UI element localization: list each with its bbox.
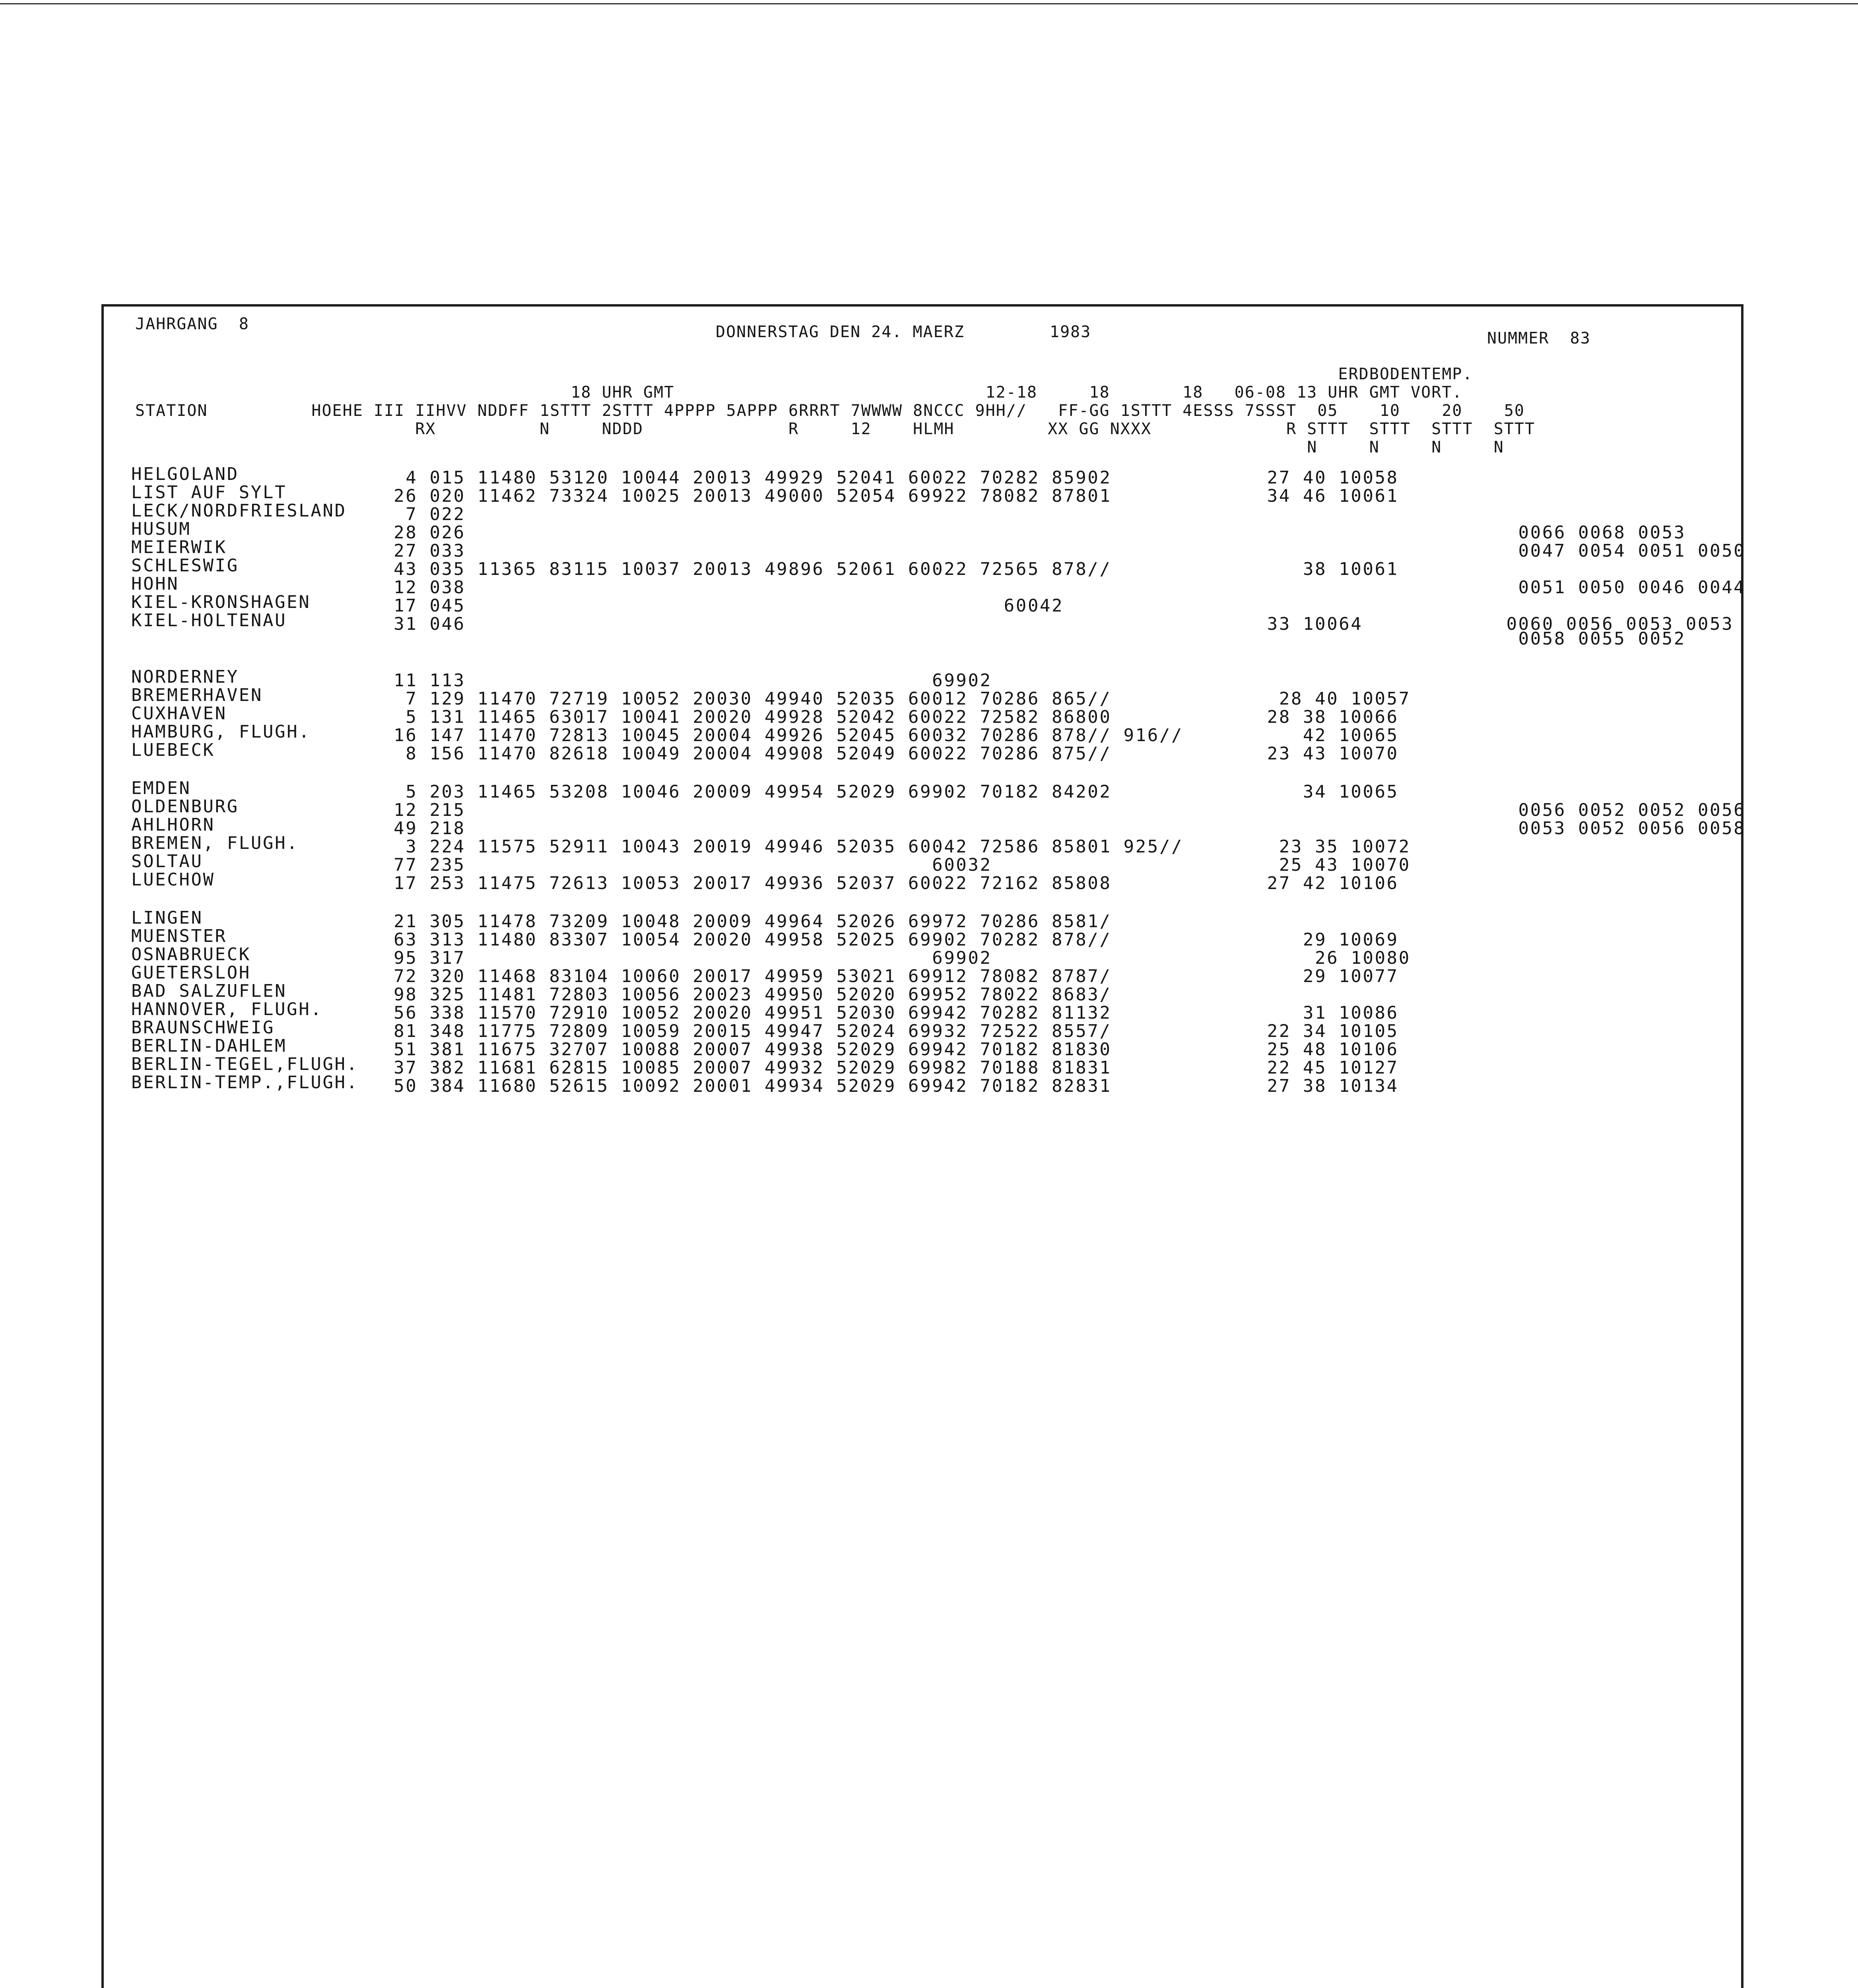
column-header-line-1: ERDBODENTEMP. — [135, 365, 1473, 383]
station-observation-values: 98 325 11481 72803 10056 20023 49950 52020 69952 78022 8683/ — [370, 984, 1112, 1005]
station-name: BERLIN-TEGEL,FLUGH. — [131, 1055, 359, 1074]
station-observation-values: 17 045 60042 — [370, 596, 1064, 616]
station-name: AHLHORN — [131, 816, 215, 834]
station-name: HAMBURG, FLUGH. — [131, 723, 311, 741]
jahrgang-label: JAHRGANG 8 — [135, 315, 249, 333]
station-name: HELGOLAND — [131, 465, 239, 483]
station-observation-values: 77 235 60032 25 43 10070 — [370, 855, 1411, 875]
station-name: LECK/NORDFRIESLAND — [131, 502, 347, 520]
station-name: BRAUNSCHWEIG — [131, 1019, 275, 1037]
station-name: CUXHAVEN — [131, 705, 227, 723]
station-name: BREMERHAVEN — [131, 686, 263, 705]
station-observation-values: 21 305 11478 73209 10048 20009 49964 52026 69972 70286 8581/ — [370, 911, 1112, 932]
table-row — [131, 630, 1686, 648]
station-observation-values: 63 313 11480 83307 10054 20020 49958 52025 69902 70282 878// 29 10069 — [370, 930, 1399, 950]
station-observation-values: 49 218 0053 0052 0056 0058 — [370, 818, 1746, 839]
station-name: BREMEN, FLUGH. — [131, 834, 299, 852]
top-rule — [0, 3, 1858, 4]
station-observation-values: 81 348 11775 72809 10059 20015 49947 52024 69932 72522 8557/ 22 34 10105 — [370, 1021, 1399, 1041]
station-name: HOHN — [131, 575, 179, 593]
station-observation-values: 17 253 11475 72613 10053 20017 49936 52037 60022 72162 85808 27 42 10106 — [370, 873, 1399, 893]
station-name: LUECHOW — [131, 871, 215, 889]
station-observation-values: 56 338 11570 72910 10052 20020 49951 52030 69942 70282 81132 31 10086 — [370, 1003, 1399, 1023]
station-name: MUENSTER — [131, 927, 227, 945]
station-observation-values: 12 038 0051 0050 0046 0044 — [370, 577, 1746, 598]
station-name: HUSUM — [131, 520, 191, 538]
station-name: SCHLESWIG — [131, 557, 239, 575]
station-observation-values: 7 129 11470 72719 10052 20030 49940 52035 60012 70286 865// 28 40 10057 — [370, 689, 1411, 709]
station-name: LUEBECK — [131, 741, 215, 759]
station-name: MEIERWIK — [131, 538, 227, 557]
station-name: HANNOVER, FLUGH. — [131, 1000, 323, 1019]
column-header-line-3: STATION HOEHE III IIHVV NDDFF 1STTT 2STTT 4PPPP 5APPP 6RRRT 7WWWW 8NCCC 9HH// FF-GG 1STTT 4ESSS 7SSST 05 10 20 50 — [135, 402, 1525, 420]
station-observation-values: 50 384 11680 52615 10092 20001 49934 52029 69942 70182 82831 27 38 10134 — [370, 1076, 1399, 1096]
station-observation-values: 26 020 11462 73324 10025 20013 49000 52054 69922 78082 87801 34 46 10061 — [370, 486, 1399, 506]
issue-number: NUMMER 83 — [1487, 329, 1591, 348]
station-name: NORDERNEY — [131, 668, 239, 686]
station-observation-values: 11 113 69902 — [370, 670, 992, 691]
station-name: BERLIN-DAHLEM — [131, 1037, 287, 1055]
station-observation-values: 95 317 69902 26 10080 — [370, 948, 1411, 968]
station-observation-values: 8 156 11470 82618 10049 20004 49908 52049 60022 70286 875// 23 43 10070 — [370, 744, 1399, 764]
column-header-line-4: RX N NDDD R 12 HLMH XX GG NXXX R STTT STTT STTT STTT — [135, 420, 1536, 438]
station-observation-values: 5 203 11465 53208 10046 20009 49954 52029 69902 70182 84202 34 10065 — [370, 782, 1399, 802]
station-name: LINGEN — [131, 909, 203, 927]
station-observation-values: 27 033 0047 0054 0051 0050 — [370, 541, 1746, 561]
station-observation-values: 0058 0055 0052 — [370, 629, 1686, 649]
station-name: OLDENBURG — [131, 798, 239, 816]
station-observation-values: 5 131 11465 63017 10041 20020 49928 52042 60022 72582 86800 28 38 10066 — [370, 707, 1399, 727]
column-header-line-5: N N N N — [135, 438, 1504, 456]
station-observation-values: 72 320 11468 83104 10060 20017 49959 53021 69912 78082 8787/ 29 10077 — [370, 966, 1399, 986]
station-observation-values: 12 215 0056 0052 0052 0056 — [370, 800, 1746, 820]
table-row — [131, 871, 1399, 893]
station-observation-values: 31 046 33 10064 0060 0056 0053 0053 — [370, 614, 1734, 634]
column-header-line-2: 18 UHR GMT 12-18 18 18 06-08 13 UHR GMT VORT. — [135, 383, 1463, 402]
table-row — [131, 741, 1399, 763]
station-name: GUETERSLOH — [131, 964, 251, 982]
station-observation-values: 16 147 11470 72813 10045 20004 49926 52045 60032 70286 878// 916// 42 10065 — [370, 725, 1399, 746]
date-label: DONNERSTAG DEN 24. MAERZ — [716, 323, 965, 341]
station-observation-values: 51 381 11675 32707 10088 20007 49938 52029 69942 70182 81830 25 48 10106 — [370, 1039, 1399, 1060]
station-observation-values: 3 224 11575 52911 10043 20019 49946 52035 60042 72586 85801 925// 23 35 10072 — [370, 837, 1411, 857]
station-observation-values: 37 382 11681 62815 10085 20007 49932 52029 69982 70188 81831 22 45 10127 — [370, 1058, 1399, 1078]
station-observation-values: 7 022 — [370, 504, 466, 524]
table-row — [131, 1074, 1399, 1095]
station-name: EMDEN — [131, 779, 191, 798]
station-name: BERLIN-TEMP.,FLUGH. — [131, 1074, 359, 1092]
station-name: LIST AUF SYLT — [131, 483, 287, 502]
station-observation-values: 4 015 11480 53120 10044 20013 49929 52041 60022 70282 85902 27 40 10058 — [370, 468, 1399, 488]
station-name: OSNABRUECK — [131, 945, 251, 964]
year-label: 1983 — [1050, 323, 1091, 341]
station-name: KIEL-HOLTENAU — [131, 612, 287, 630]
station-name: SOLTAU — [131, 852, 203, 871]
station-name: KIEL-KRONSHAGEN — [131, 593, 311, 612]
station-name: BAD SALZUFLEN — [131, 982, 287, 1000]
station-observation-values: 43 035 11365 83115 10037 20013 49896 52061 60022 72565 878// 38 10061 — [370, 559, 1399, 579]
station-observation-values: 28 026 0066 0068 0053 — [370, 522, 1686, 543]
